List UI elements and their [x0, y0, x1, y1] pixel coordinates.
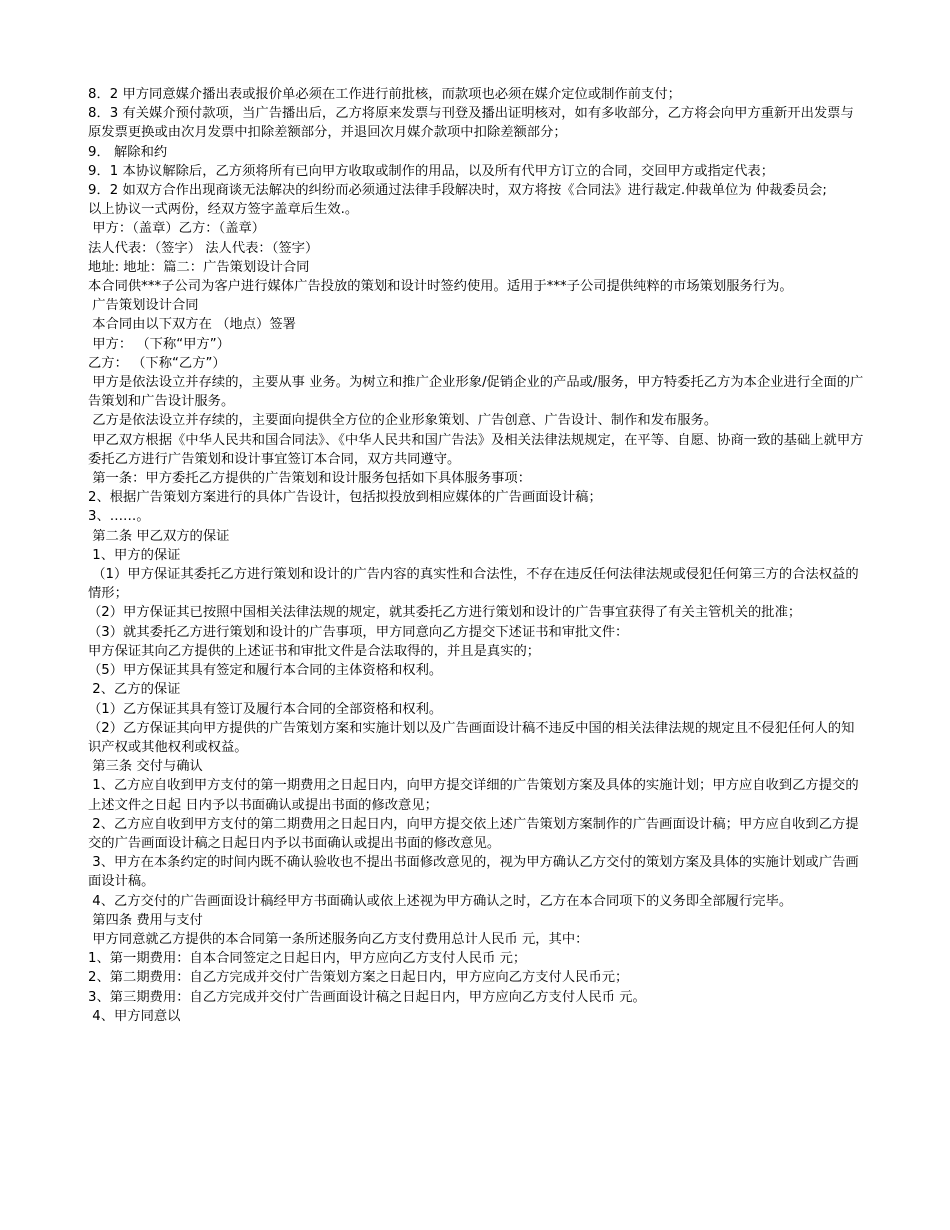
text-line: 甲方保证其向乙方提供的上述证书和审批文件是合法取得的，并且是真实的； [88, 643, 541, 659]
party-line: 乙方： （下称“乙方”） [88, 355, 226, 371]
address-line: 地址: 地址：篇二：广告策划设计合同 [88, 259, 310, 275]
text-line: 2、根据广告策划方案进行的具体广告设计，包括拟投放到相应媒体的广告画面设计稿； [88, 490, 602, 506]
text-line: 8．2 甲方同意媒介播出表或报价单必须在工作进行前批核，而款项也必须在媒介定位或制作前支付； [88, 87, 681, 102]
text-line: 甲乙双方根据《中华人民共和国合同法》、《中华人民共和国广告法》及相关法律法规规定，在平等、自愿、协商一致的基础上就甲方委托乙方进行广告策划和设计事宜签订本合同，双方共同遵守。 [88, 432, 864, 467]
text-line: 乙方是依法设立并存续的，主要面向提供全方位的企业形象策划、广告创意、广告设计、制作和发布服务。 [88, 413, 718, 429]
contract-title: 广告策划设计合同 [88, 298, 199, 314]
text-line: 甲方是依法设立并存续的，主要从事 业务。为树立和推广企业形象/促销企业的产品或/服务，甲方特委托乙方为本企业进行全面的广告策划和广告设计服务。 [88, 375, 864, 410]
text-line: （1）乙方保证其具有签订及履行本合同的全部资格和权利。 [88, 701, 443, 717]
text-line: （2）甲方保证其已按照中国相关法律法规的规定，就其委托乙方进行策划和设计的广告事宜获得了有关主管机关的批准； [88, 605, 802, 621]
text-line: 以上协议一式两份，经双方签字盖章后生效.。 [88, 202, 359, 218]
text-line: 3、甲方在本条约定的时间内既不确认验收也不提出书面修改意见的，视为甲方确认乙方交付的策划方案及具体的实施计划或广告画面设计稿。 [88, 855, 859, 890]
text-line: 8．3 有关媒介预付款项，当广告播出后，乙方将原来发票与刊登及播出证明核对，如有多收部分，乙方将会向甲方重新开出发票与原发票更换或由次月发票中扣除差额部分，并退回次月媒介款项中扣除差额部分； [88, 106, 854, 141]
section-heading: 9． 解除和约 [88, 144, 168, 160]
subsection-heading: 1、甲方的保证 [88, 547, 181, 563]
text-line: 4、乙方交付的广告画面设计稿经甲方书面确认或依上述视为甲方确认之时，乙方在本合同项下的义务即全部履行完毕。 [88, 893, 793, 909]
text-line: 1、乙方应自收到甲方支付的第一期费用之日起日内，向甲方提交详细的广告策划方案及具体的实施计划；甲方应自收到乙方提交的上述文件之日起 日内予以书面确认或提出书面的修改意见； [88, 778, 859, 813]
text-line: 4、甲方同意以 [88, 1008, 181, 1024]
text-line: 2、第二期费用：自乙方完成并交付广告策划方案之日起日内，甲方应向乙方支付人民币元； [88, 970, 629, 986]
text-line: 3、第三期费用：自乙方完成并交付广告画面设计稿之日起日内，甲方应向乙方支付人民币 元。 [88, 989, 646, 1005]
section-heading: 第三条 交付与确认 [88, 759, 203, 775]
text-line: 9．1 本协议解除后，乙方须将所有已向甲方收取或制作的用品，以及所有代甲方订立的合同，交回甲方或指定代表； [88, 163, 774, 179]
text-line: 本合同由以下双方在 （地点）签署 [88, 317, 296, 333]
section-heading: 第四条 费用与支付 [88, 912, 203, 928]
text-line: 9．2 如双方合作出现商谈无法解决的纠纷而必须通过法律手段解决时，双方将按《合同法》进行裁定.仲裁单位为 仲裁委员会; [88, 183, 827, 199]
text-line: 3、……。 [88, 509, 150, 525]
text-line: 本合同供***子公司为客户进行媒体广告投放的策划和设计时签约使用。适用于***子公司提供纯粹的市场策划服务行为。 [88, 279, 793, 295]
subsection-heading: 2、乙方的保证 [88, 682, 181, 698]
text-line: （3）就其委托乙方进行策划和设计的广告事项，甲方同意向乙方提交下述证书和审批文件： [88, 624, 629, 640]
text-line: 2、乙方应自收到甲方支付的第二期费用之日起日内，向甲方提交依上述广告策划方案制作的广告画面设计稿；甲方应自收到乙方提交的广告画面设计稿之日起日内予以书面确认或提出书面的修改意见。 [88, 816, 859, 851]
section-heading: 第二条 甲乙双方的保证 [88, 528, 230, 544]
text-line: （2）乙方保证其向甲方提供的广告策划方案和实施计划以及广告画面设计稿不违反中国的相关法律法规的规定且不侵犯任何人的知识产权或其他权利或权益。 [88, 720, 855, 755]
text-line: 1、第一期费用：自本合同签定之日起日内，甲方应向乙方支付人民币 元； [88, 951, 527, 967]
document-body [88, 85, 866, 1026]
signature-line: 法人代表：（签字） 法人代表：（签字） [88, 240, 319, 256]
section-heading: 第一条：甲方委托乙方提供的广告策划和设计服务包括如下具体服务事项： [88, 471, 532, 487]
text-line: （1）甲方保证其委托乙方进行策划和设计的广告内容的真实性和合法性，不存在违反任何法律法规或侵犯任何第三方的合法权益的情形； [88, 567, 859, 602]
text-line: 甲方同意就乙方提供的本合同第一条所述服务向乙方支付费用总计人民币 元，其中： [88, 931, 589, 947]
signature-line: 甲方：（盖章）乙方：（盖章） [88, 221, 266, 237]
text-line: （5）甲方保证其具有签定和履行本合同的主体资格和权利。 [88, 663, 443, 679]
party-line: 甲方： （下称“甲方”） [88, 336, 230, 352]
